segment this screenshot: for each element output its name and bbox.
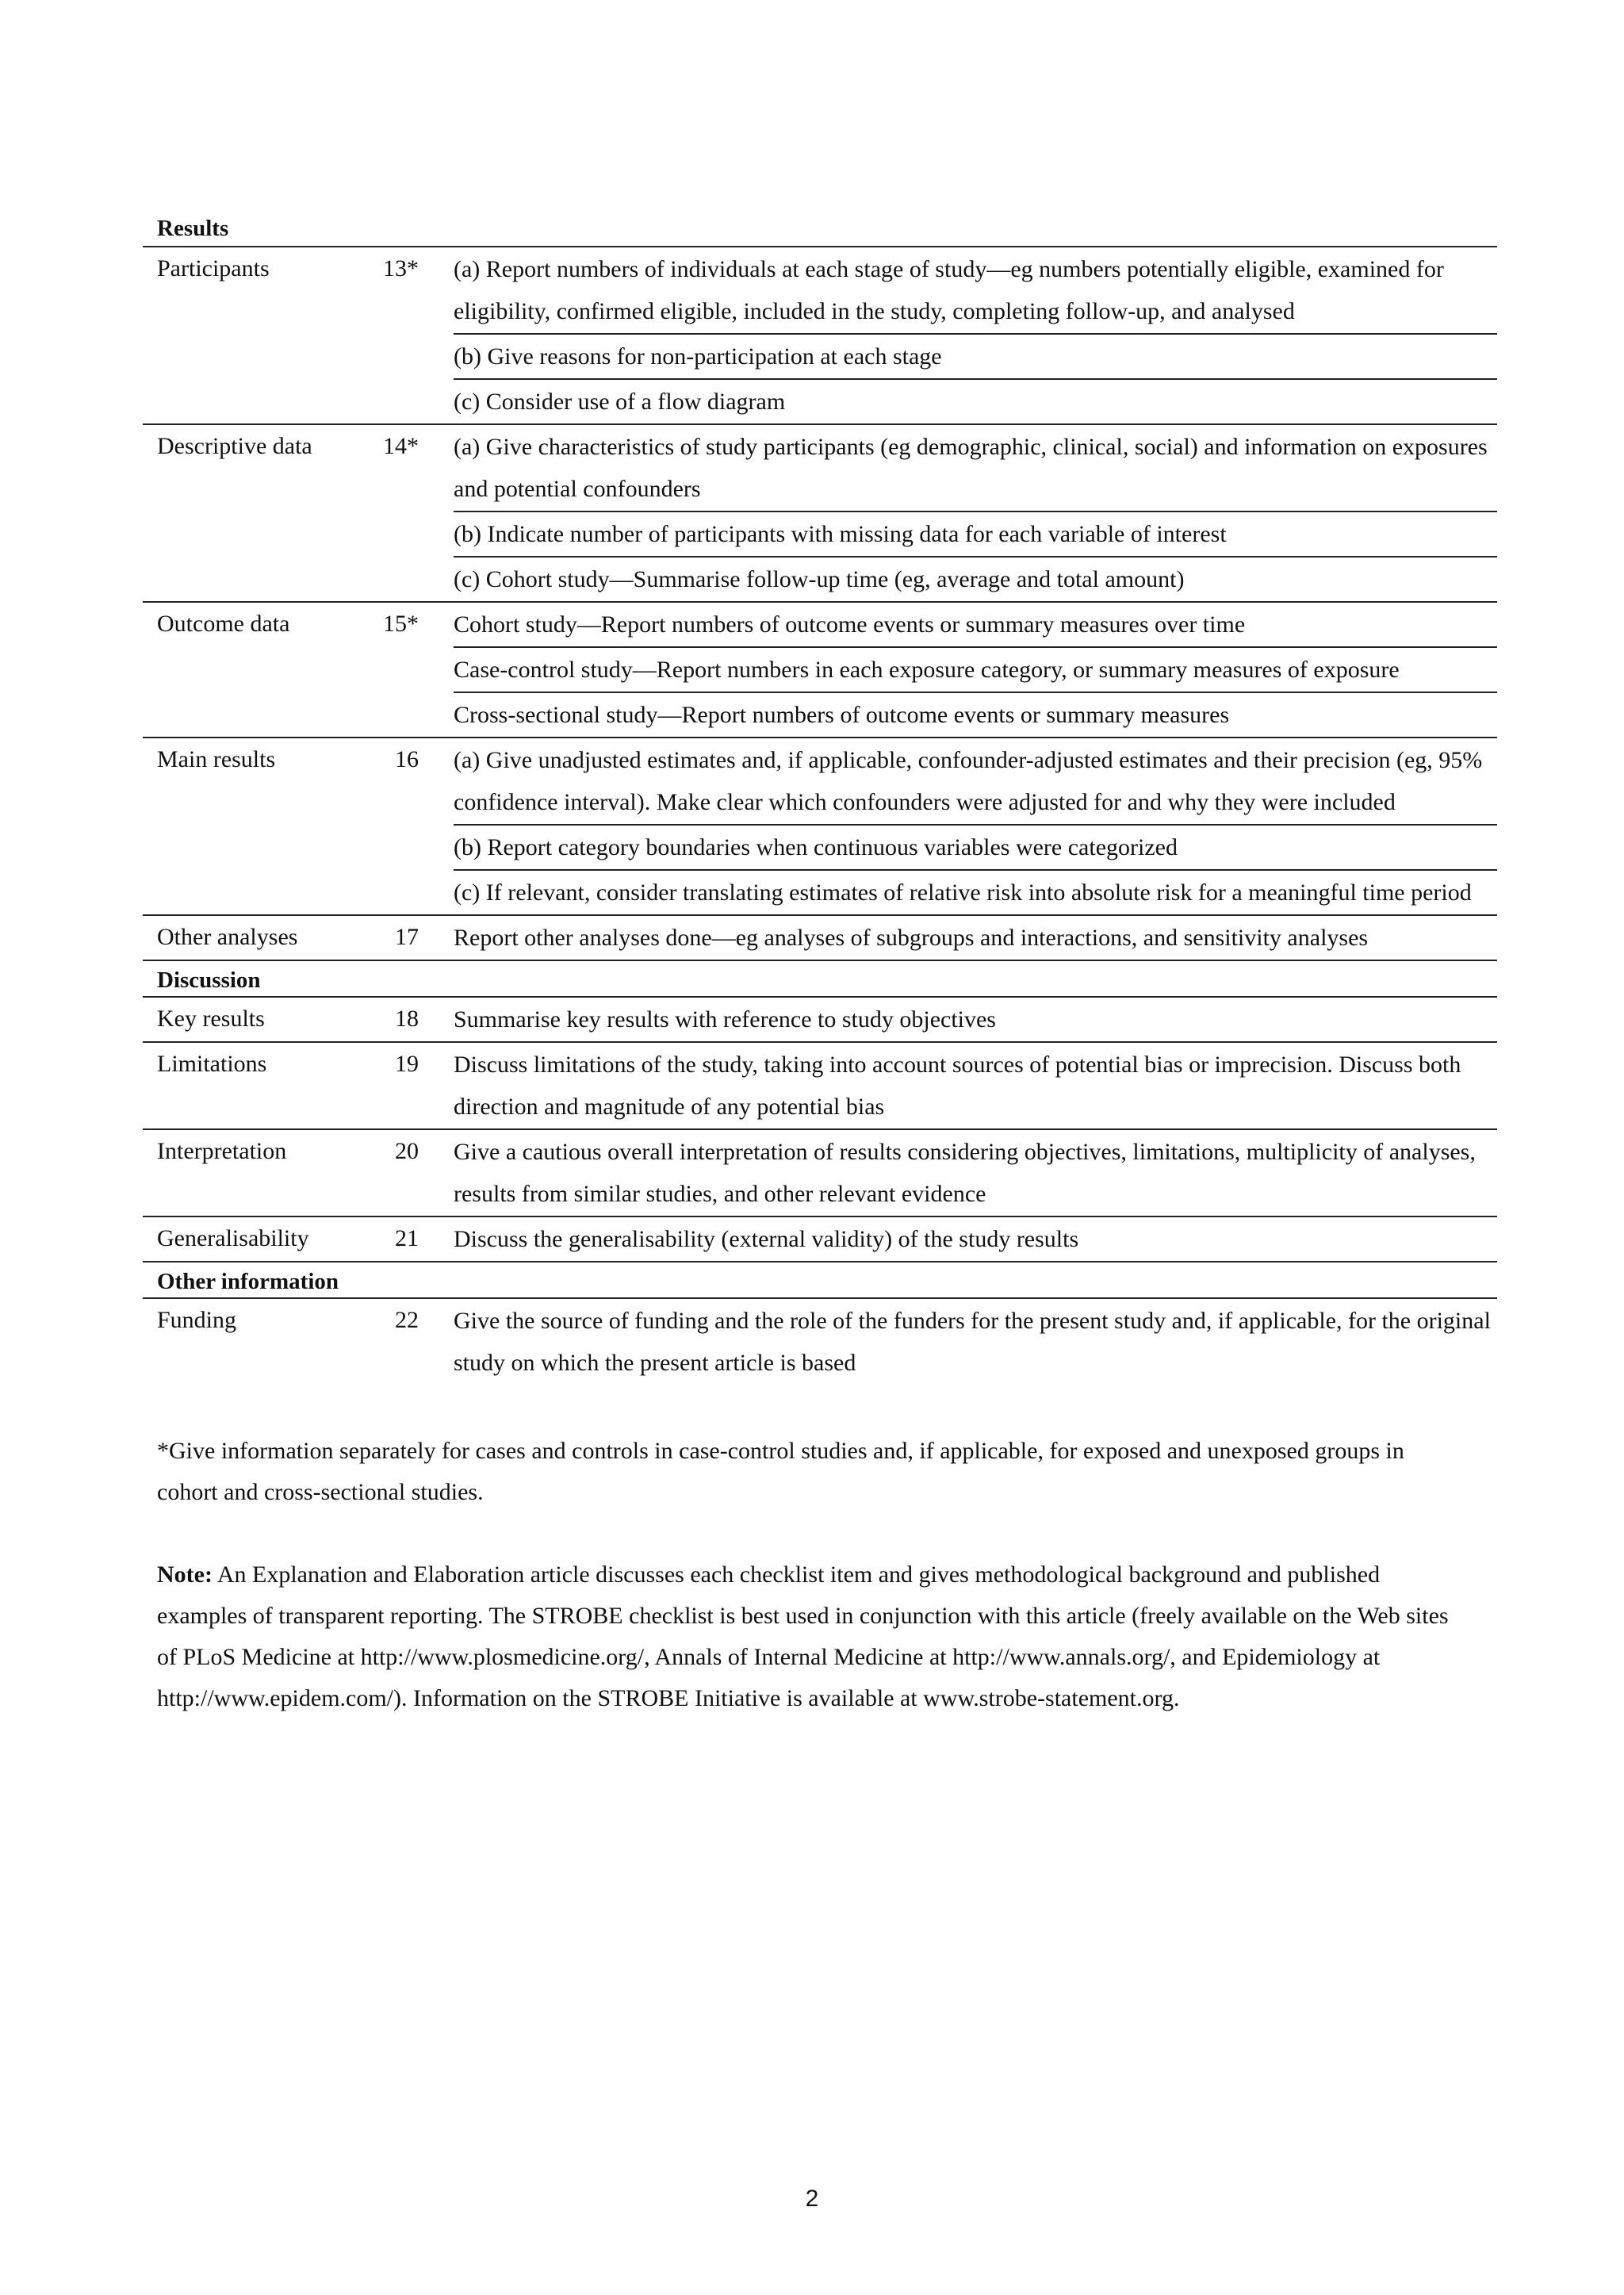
item-descriptions	[454, 1299, 1497, 1385]
section-title-other-information: Other information	[143, 1266, 1497, 1299]
item-topic: Interpretation	[157, 1138, 287, 1164]
item-sub: (a) Report numbers of individuals at each stage of study—eg numbers potentially eligible, examined for eligibility, confirmed eligible, included in the study, completing follow-up, and analysed	[454, 256, 1444, 324]
note-label: Note:	[157, 1561, 213, 1588]
item-participants	[143, 247, 1497, 425]
item-number: 14*	[383, 433, 419, 459]
item-sub: (b) Give reasons for non-participation at each stage	[454, 333, 1497, 378]
section-title-discussion: Discussion	[143, 964, 1497, 998]
section-title-results: Results	[143, 213, 1497, 247]
item-sub: Give the source of funding and the role of the funders for the present study and, if applicable, for the original study on which the present article is based	[454, 1308, 1491, 1376]
item-sub: Discuss limitations of the study, taking into account sources of potential bias or imprecision. Discuss both direction and magnitude of any potential bias	[454, 1052, 1461, 1120]
item-sub: Cohort study—Report numbers of outcome events or summary measures over time	[454, 611, 1246, 638]
item-sub: Give a cautious overall interpretation of results considering objectives, limitations, multiplicity of analyses, results from similar studies, and other relevant evidence	[454, 1139, 1476, 1207]
item-descriptions	[454, 1130, 1497, 1216]
item-topic: Funding	[157, 1307, 237, 1333]
item-sub: Case-control study—Report numbers in each exposure category, or summary measures of exposure	[454, 646, 1497, 692]
item-number: 19	[395, 1051, 419, 1077]
item-generalisability	[143, 1217, 1497, 1262]
note-paragraph	[143, 1554, 1497, 1719]
item-descriptions	[454, 998, 1497, 1041]
item-number: 18	[395, 1006, 419, 1032]
footnote: *Give information separately for cases and controls in case-control studies and, if applicable, for exposed and unexposed groups in cohort and cross-sectional studies.	[157, 1438, 1404, 1505]
item-number: 16	[395, 746, 419, 772]
item-number: 22	[395, 1307, 419, 1333]
item-limitations	[143, 1043, 1497, 1130]
item-number: 15*	[383, 611, 419, 637]
item-descriptions	[454, 247, 1497, 423]
item-topic: Limitations	[157, 1051, 267, 1077]
item-topic: Descriptive data	[157, 433, 312, 459]
item-other-analyses	[143, 916, 1497, 961]
item-sub: Discuss the generalisability (external validity) of the study results	[454, 1226, 1079, 1252]
page-number: 2	[805, 2186, 819, 2212]
item-sub: Cross-sectional study—Report numbers of outcome events or summary measures	[454, 692, 1497, 737]
item-key-results	[143, 998, 1497, 1043]
item-sub: (c) Cohort study—Summarise follow-up time (eg, average and total amount)	[454, 556, 1497, 601]
item-descriptions	[454, 1217, 1497, 1261]
item-sub: (a) Give characteristics of study participants (eg demographic, clinical, social) and information on exposures and potential confounders	[454, 434, 1488, 502]
item-topic: Outcome data	[157, 611, 290, 637]
item-topic: Generalisability	[157, 1225, 309, 1251]
checklist-page	[143, 213, 1497, 1719]
item-topic: Key results	[157, 1006, 265, 1032]
item-sub: (c) If relevant, consider translating estimates of relative risk into absolute risk for a meaningful time period	[454, 869, 1497, 914]
item-descriptions	[454, 916, 1497, 960]
item-number: 17	[395, 924, 419, 950]
item-funding	[143, 1299, 1497, 1385]
item-interpretation	[143, 1130, 1497, 1217]
item-number: 21	[395, 1225, 419, 1251]
item-sub: (c) Consider use of a flow diagram	[454, 378, 1497, 423]
item-main-results	[143, 738, 1497, 916]
item-number: 20	[395, 1138, 419, 1164]
item-sub: (b) Indicate number of participants with missing data for each variable of interest	[454, 511, 1497, 556]
item-descriptions	[454, 738, 1497, 914]
item-descriptions	[454, 1043, 1497, 1128]
note-text: An Explanation and Elaboration article discusses each checklist item and gives methodological background and published examples of transparent reporting. The STROBE checklist is best used in conjunction with this article (freely available on the Web sites of PLoS Medicine at http://www.plosmedicine.org/, Annals of Internal Medicine at http://www.annals.org/, and Epidemiology at http://www.epidem.com/). Information on the STROBE Initiative is available at www.strobe-statement.org.	[157, 1561, 1449, 1711]
item-sub: (b) Report category boundaries when continuous variables were categorized	[454, 824, 1497, 869]
item-sub: Report other analyses done—eg analyses of subgroups and interactions, and sensitivity analyses	[454, 925, 1369, 951]
item-sub: Summarise key results with reference to study objectives	[454, 1006, 996, 1033]
item-topic: Participants	[157, 255, 270, 282]
item-sub: (a) Give unadjusted estimates and, if applicable, confounder-adjusted estimates and their precision (eg, 95% confidence interval). Make clear which confounders were adjusted for and why they were included	[454, 747, 1483, 815]
item-descriptions	[454, 603, 1497, 737]
item-number: 13*	[383, 255, 419, 282]
item-topic: Other analyses	[157, 924, 298, 950]
item-topic: Main results	[157, 746, 276, 772]
item-descriptions	[454, 425, 1497, 601]
item-outcome-data	[143, 603, 1497, 738]
item-descriptive-data	[143, 425, 1497, 603]
